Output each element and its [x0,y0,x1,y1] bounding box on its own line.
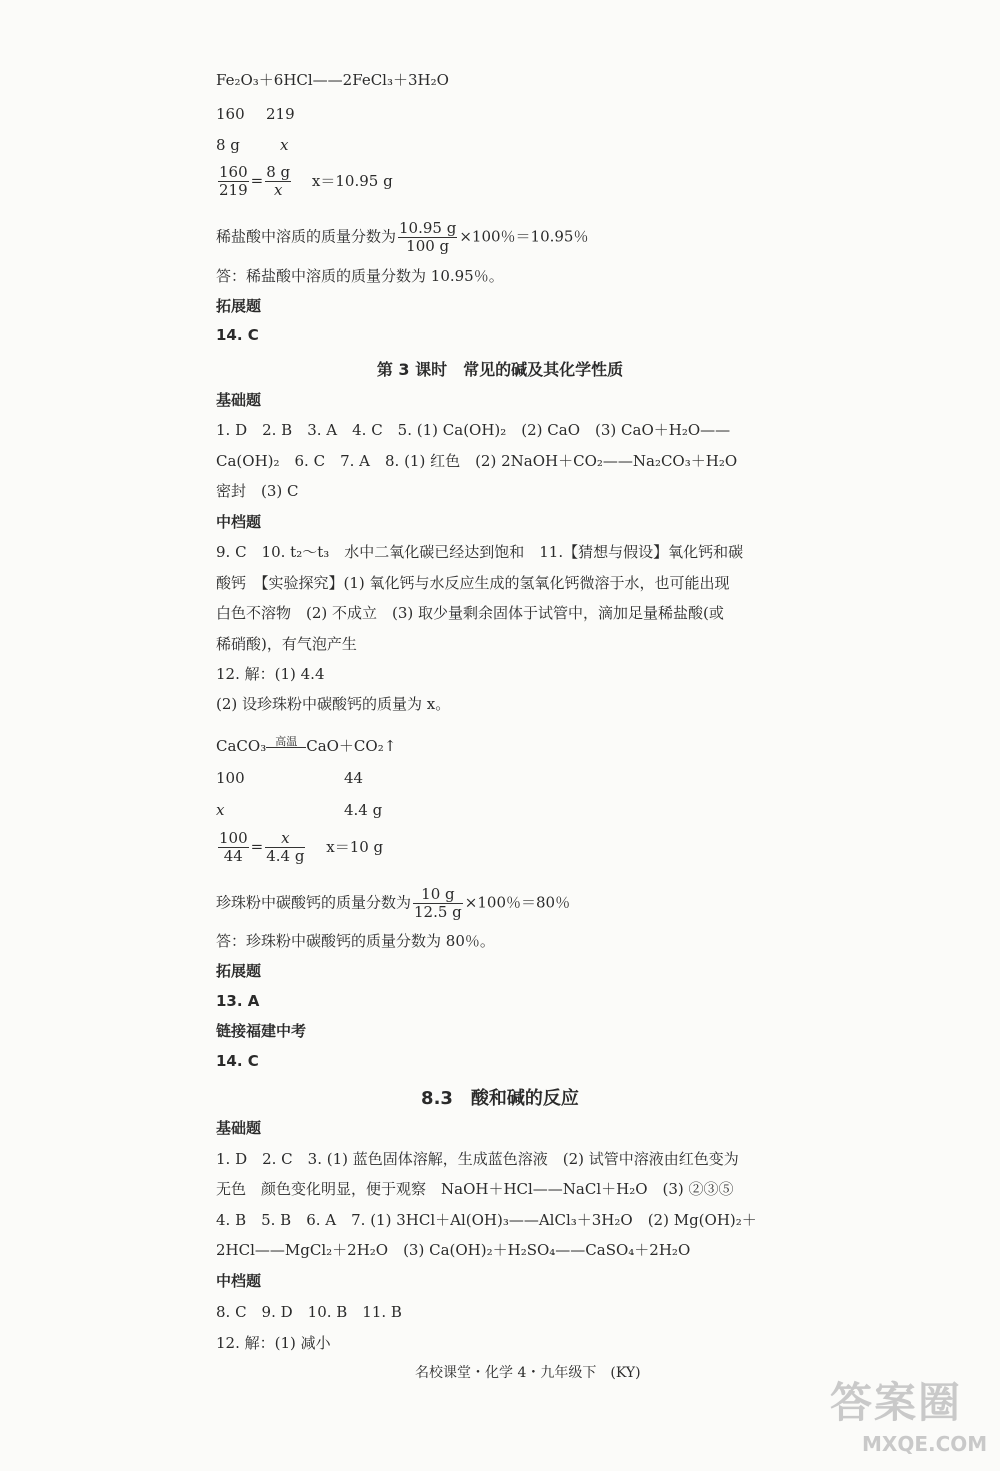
answers-line: 密封 (3) C [216,482,299,500]
answer-13: 13. A [216,992,260,1010]
lesson-title: 第 3 课时 常见的碱及其化学性质 [376,360,624,379]
mass-8g: 8 g [216,136,240,154]
heading-tuozhan: 拓展题 [216,962,262,980]
text: 珍珠粉中碳酸钙的质量分数为 [216,893,412,912]
text: ×100％＝80％ [464,893,571,912]
fraction [218,164,249,199]
heading-jichu: 基础题 [216,391,262,409]
denominator: 44 [223,847,243,865]
answers-line: 12. 解：(1) 减小 [216,1334,331,1352]
ratio-219: 219 [266,105,295,123]
product: CaO＋CO₂↑ [306,737,397,755]
fraction [265,830,305,865]
denominator: x [273,181,283,199]
mass-4-4g: 4.4 g [344,801,383,819]
answers-line: 4. B 5. B 6. A 7. (1) 3HCl＋Al(OH)₃——AlCl₃＋3H₂O (2) Mg(OH)₂＋ [216,1211,757,1229]
page-footer: 名校课堂・化学 4・九年级下 (KY) [415,1365,641,1381]
answers-line: 9. C 10. t₂～t₃ 水中二氧化碳已经达到饱和 11.【猜想与假设】氧化钙和碳 [216,543,744,561]
equals-sign: = [250,837,264,856]
answers-line: 稀硝酸)，有气泡产生 [216,635,357,653]
answers-line: 无色 颜色变化明显，便于观察 NaOH＋HCl——NaCl＋H₂O (3) ②③⑤ [216,1180,734,1198]
ratio-160: 160 [216,105,245,123]
heading-tuozhan: 拓展题 [216,297,262,315]
answer-1: 答：稀盐酸中溶质的质量分数为 10.95％。 [216,267,504,285]
proportion-2 [216,830,383,865]
answers-line: 8. C 9. D 10. B 11. B [216,1303,402,1321]
fraction [413,886,463,921]
equals-sign: = [250,171,264,190]
answers-line: 白色不溶物 (2) 不成立 (3) 取少量剩余固体于试管中，滴加足量稀盐酸(或 [216,604,724,622]
condition-label: 高温 [275,735,298,748]
fraction [398,220,457,255]
ratio-100: 100 [216,769,245,787]
answer-2: 答：珍珠粉中碳酸钙的质量分数为 80％。 [216,932,495,950]
answers-line: 1. D 2. C 3. (1) 蓝色固体溶解，生成蓝色溶液 (2) 试管中溶液由红色变为 [216,1150,739,1168]
heading-jichu: 基础题 [216,1119,262,1137]
proportion-1 [216,164,393,199]
reaction-equation-2 [216,736,396,756]
answers-line: 2HCl——MgCl₂＋2H₂O (3) Ca(OH)₂＋H₂SO₄——CaSO₄＋2H₂O [216,1241,691,1259]
denominator: 100 g [406,237,450,255]
denominator: 4.4 g [266,847,305,865]
heading-fujian: 链接福建中考 [216,1022,307,1040]
watermark-logo: 答案圈 [830,1378,963,1427]
numerator: 160 [219,163,248,181]
answers-line: (2) 设珍珠粉中碳酸钙的质量为 x。 [216,695,451,713]
result: x＝10 g [326,837,384,856]
numerator: x [265,830,305,848]
reactant: CaCO₃ [216,737,267,755]
unknown-x: x [216,801,225,819]
answers-line: 酸钙 【实验探究】(1) 氧化钙与水反应生成的氢氧化钙微溶于水，也可能出现 [216,574,730,592]
text: ×100％＝10.95％ [459,227,589,246]
mass-fraction-line-2 [216,886,570,921]
answers-line: Ca(OH)₂ 6. C 7. A 8. (1) 红色 (2) 2NaOH＋CO₂——Na₂CO₃＋H₂O [216,452,738,470]
numerator: 100 [219,829,248,847]
heading-zhongdang: 中档题 [216,513,262,531]
reaction-condition [266,736,306,756]
watermark-url: MXQE.COM [862,1432,988,1456]
denominator: 12.5 g [414,903,462,921]
section-title: 8.3 酸和碱的反应 [421,1088,579,1109]
numerator: 8 g [266,163,291,181]
heading-zhongdang: 中档题 [216,1272,262,1290]
answers-line: 1. D 2. B 3. A 4. C 5. (1) Ca(OH)₂ (2) CaO (3) CaO＋H₂O—— [216,421,731,439]
ratio-44: 44 [344,769,364,787]
mass-fraction-line-1 [216,220,588,255]
equals-bar [266,747,306,748]
text: 稀盐酸中溶质的质量分数为 [216,227,397,246]
result: x＝10.95 g [311,171,393,190]
answer-14: 14. C [216,1052,259,1070]
numerator: 10 g [413,886,463,904]
numerator: 10.95 g [399,219,457,237]
line-eq1: Fe₂O₃＋6HCl——2FeCl₃＋3H₂O [216,71,449,89]
fraction [265,164,291,199]
denominator: 219 [219,181,248,199]
fraction [218,830,249,865]
answers-line: 12. 解：(1) 4.4 [216,665,325,683]
answer-14: 14. C [216,326,259,344]
unknown-x: x [280,136,289,154]
